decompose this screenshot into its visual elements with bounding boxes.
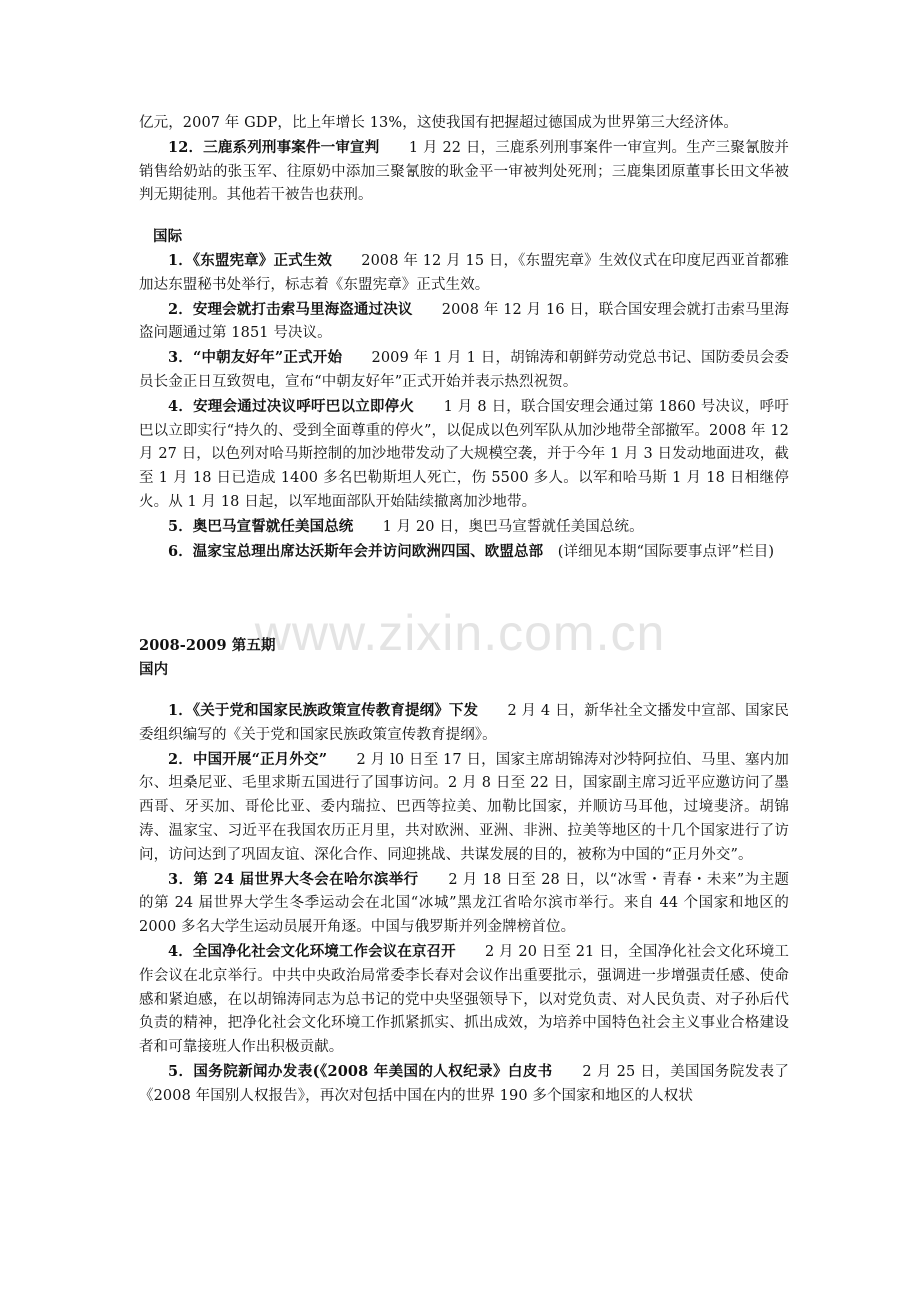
spacer [139,564,789,634]
news-item-intl-6 [139,540,789,565]
news-item-body: 2 月 18 日至 28 日，以“冰雪・青春・未来”为主题的第 24 届世界大学生冬季运动会在北国“冰城”黑龙江省哈尔滨市举行。来自 44 个国家和地区的 2000 多名大学生运动员展开角逐。中国与俄罗斯并列金牌榜首位。 [139,871,789,936]
news-item-title: 2．安理会就打击索马里海盗通过决议 [168,300,413,318]
news-item-body: 2008 年 12 月 15 日，《东盟宪章》生效仪式在印度尼西亚首都雅加达东盟秘书处举行，标志着《东盟宪章》正式生效。 [139,252,789,293]
document-page [139,112,789,1108]
news-item-title: 2．中国开展“正月外交” [168,750,328,768]
watermark: www.zixin.com.cn [254,605,666,661]
news-item-intl-1 [139,249,789,298]
section-heading-domestic: 国内 [139,661,169,679]
news-item-title: 3．“中朝友好年”正式开始 [168,349,343,367]
news-item-domestic-4 [139,940,789,1060]
news-item-body: 2 月 25 日，美国国务院发表了《2008 年国别人权报告》，再次对包括中国在内的世界 190 多个国家和地区的人权状 [139,1063,789,1104]
news-item-domestic-2 [139,748,789,868]
news-item-body: 1 月 22 日，三鹿系列刑事案件一审宣判。生产三聚氰胺并销售给奶站的张玉军、往原奶中添加三聚氰胺的耿金平一审被判处死刑；三鹿集团原董事长田文华被判无期徒刑。其他若干被告也获刑。 [139,139,789,204]
news-item-body: 1 月 20 日，奥巴马宣誓就任美国总统。 [353,518,644,535]
news-item-body: (详细见本期“国际要事点评”栏目) [543,543,775,560]
news-item-title: 5．奥巴马宣誓就任美国总统 [168,517,354,535]
news-item-intl-3 [139,346,789,395]
news-item-domestic-5 [139,1060,789,1109]
spacer [139,208,789,225]
news-item-body: 2 月 l0 日至 17 日，国家主席胡锦涛对沙特阿拉伯、马里、塞内加尔、坦桑尼亚、毛里求斯五国进行了国事访问。2 月 8 日至 22 日，国家副主席习近平应邀访问了墨西哥、牙买加、哥伦比亚、委内瑞拉、巴西等拉美、加勒比国家，并顺访马耳他，过境斐济。胡锦涛、温家宝、习近平在我国农历正月里，共对欧洲、亚洲、非洲、拉美等地区的十几个国家进行了访问，访问达到了巩固友谊、深化合作、同迎挑战、共谋发展的目的，被称为中国的“正月外交”。 [139,751,789,863]
news-item-title: 3．第 24 届世界大冬会在哈尔滨举行 [168,870,419,888]
news-item-body: 2 月 20 日至 21 日，全国净化社会文化环境工作会议在北京举行。中共中央政治局常委李长春对会议作出重要批示，强调进一步增强责任感、使命感和紧迫感，在以胡锦涛同志为总书记的党中央坚强领导下，以对党负责、对人民负责、对子孙后代负责的精神，把净化社会文化环境工作抓紧抓实、抓出成效，为培养中国特色社会主义事业合格建设者和可靠接班人作出积极贡献。 [139,943,789,1056]
news-item-body: 2009 年 1 月 1 日，胡锦涛和朝鲜劳动党总书记、国防委员会委员长金正日互致贺电，宣布“中朝友好年”正式开始并表示热烈祝贺。 [139,350,789,390]
section-heading-international: 国际 [153,228,183,246]
news-item-intl-4 [139,395,789,515]
news-item-intl-5 [139,515,789,540]
news-item-body: 2008 年 12 月 16 日，联合国安理会就打击索马里海盗问题通过第 1851 号决议。 [139,301,789,342]
news-item-body: 2 月 4 日，新华社全文播发中宣部、国家民委组织编写的《关于党和国家民族政策宣传教育提纲》。 [139,702,789,743]
news-item-domestic-3 [139,868,789,940]
continued-paragraph: 亿元，2007 年 GDP，比上年增长 13%，这使我国有把握超过德国成为世界第三大经济体。 [139,115,739,131]
news-item-title: 6．温家宝总理出席达沃斯年会并访问欧洲四国、欧盟总部 [168,542,544,560]
news-item-title: 1．《关于党和国家民族政策宣传教育提纲》下发 [168,701,479,719]
news-item-domestic-12 [139,136,789,208]
news-item-title: 1．《东盟宪章》正式生效 [168,251,332,269]
spacer [139,682,789,699]
news-item-title: 4．全国净化社会文化环境工作会议在京召开 [168,942,456,960]
news-item-domestic-1 [139,699,789,748]
news-item-title: 5．国务院新闻办发表(《2008 年美国的人权纪录》白皮书 [168,1062,553,1080]
issue-title: 2008-2009 第五期 [139,637,276,655]
news-item-title: 4．安理会通过决议呼吁巴以立即停火 [168,397,415,415]
news-item-intl-2 [139,298,789,347]
news-item-body: 1 月 8 日，联合国安理会通过第 1860 号决议，呼吁巴以立即实行“持久的、受到全面尊重的停火”，以促成以色列军队从加沙地带全部撤军。2008 年 12 月 27 日，以色列对哈马斯控制的加沙地带发动了大规模空袭，并于今年 1 月 3 日发动地面进攻，截至 1 月 18 日已造成 1400 多名巴勒斯坦人死亡，伤 5500 多人。以军和哈马斯 1 月 18 日相继停火。从 1 月 18 日起，以军地面部队开始陆续撤离加沙地带。 [139,398,789,510]
news-item-title: 12．三鹿系列刑事案件一审宣判 [168,138,380,156]
